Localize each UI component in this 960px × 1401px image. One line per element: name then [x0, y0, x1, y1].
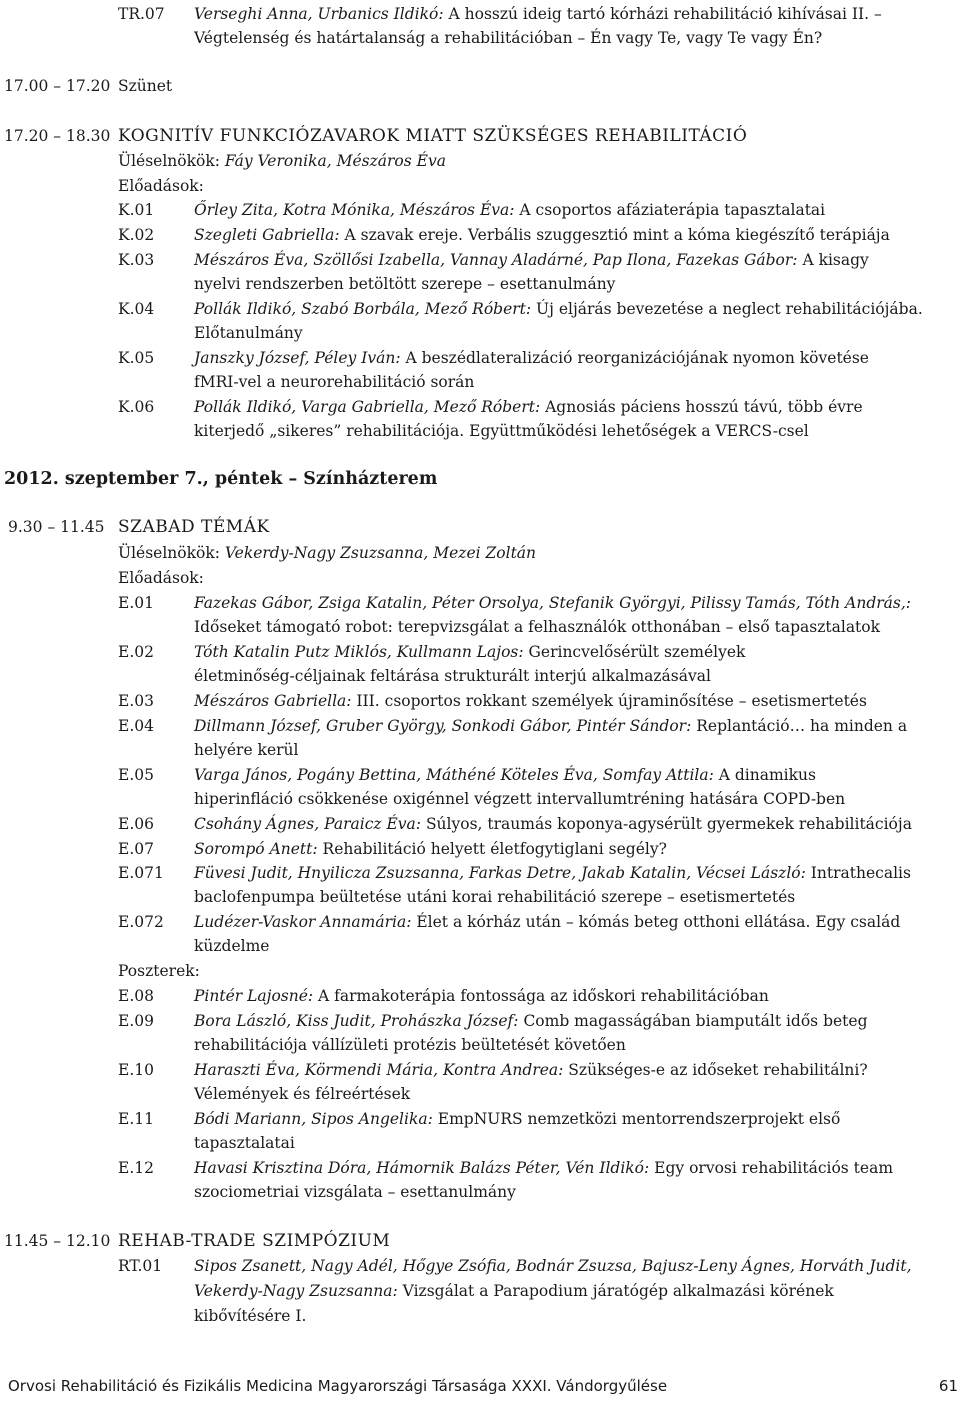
talk-authors: Verseghi Anna, Urbanics Ildikó: — [194, 5, 444, 23]
talk-authors: Pollák Ildikó, Szabó Borbála, Mező Róbert: — [194, 300, 532, 318]
talk-authors: Mészáros Gabriella: — [194, 692, 352, 710]
talk-line — [194, 1281, 834, 1301]
talks-label: Előadások: — [118, 177, 204, 195]
talk-code: K.03 — [118, 251, 155, 269]
talk-line — [194, 397, 863, 417]
break-time: 17.00 – 17.20 — [4, 77, 111, 95]
talk-authors — [194, 1256, 912, 1276]
talk-line — [194, 716, 907, 736]
talk-title-cont: Végtelenség és határtalanság a rehabilitációban – Én vagy Te, vagy Te vagy Én? — [194, 29, 823, 47]
talk-line — [194, 814, 912, 834]
talk-code: K.06 — [118, 398, 155, 416]
talk-title: A hosszú ideig tartó kórházi rehabilitáció kihívásai II. – — [443, 5, 882, 23]
talk-authors: Haraszti Éva, Körmendi Mária, Kontra Andrea: — [194, 1061, 564, 1079]
talk-title-cont: nyelvi rendszerben betöltött szerepe – esettanulmány — [194, 275, 616, 293]
chairs-names: Vekerdy-Nagy Zsuzsanna, Mezei Zoltán — [224, 544, 537, 562]
talk-code: E.11 — [118, 1110, 154, 1128]
talk-code: E.05 — [118, 766, 154, 784]
talk-code: RT.01 — [118, 1257, 163, 1275]
talk-title: Vizsgálat a Parapodium járatógép alkalmazási körének — [397, 1282, 834, 1300]
talk-authors: Fazekas Gábor, Zsiga Katalin, Péter Orsolya, Stefanik Györgyi, Pilissy Tamás, Tóth András,: — [194, 594, 912, 612]
posters-label: Poszterek: — [118, 962, 200, 980]
talk-title: A beszédlateralizáció reorganizációjának nyomon követése — [400, 349, 869, 367]
day-heading: 2012. szeptember 7., péntek – Színházterem — [4, 469, 438, 489]
talk-code: K.02 — [118, 226, 155, 244]
talk-authors: Füvesi Judit, Hnyilicza Zsuzsanna, Farkas Detre, Jakab Katalin, Vécsei László: — [194, 864, 806, 882]
chairs-names: Fáy Veronika, Mészáros Éva — [224, 152, 446, 170]
talk-title-cont: Előtanulmány — [194, 324, 303, 342]
talk-code: E.07 — [118, 840, 154, 858]
session-chairs — [118, 151, 446, 171]
talk-title-cont: helyére kerül — [194, 741, 299, 759]
session-title: KOGNITÍV FUNKCIÓZAVAROK MIATT SZÜKSÉGES REHABILITÁCIÓ — [118, 126, 748, 146]
authors-line: Vekerdy-Nagy Zsuzsanna: — [194, 1282, 398, 1300]
talk-title-cont: rehabilitációja vállízületi protézis beültetését követően — [194, 1036, 626, 1054]
session-title: SZABAD TÉMÁK — [118, 517, 270, 537]
talk-title: Új eljárás bevezetése a neglect rehabilitációjába. — [531, 300, 923, 318]
page-footer — [8, 1376, 958, 1396]
talk-authors: Bora László, Kiss Judit, Prohászka József: — [194, 1012, 519, 1030]
chairs-label: Üléselnökök: — [118, 152, 220, 170]
talk-code: K.01 — [118, 201, 155, 219]
talk-line — [194, 348, 869, 368]
talk-authors: Tóth Katalin Putz Miklós, Kullmann Lajos: — [194, 643, 524, 661]
footer-text: Orvosi Rehabilitáció és Fizikális Medicina Magyarországi Társasága XXXI. Vándorgyűlése — [8, 1377, 668, 1395]
talk-line — [194, 1060, 868, 1080]
talk-code: E.01 — [118, 594, 154, 612]
talk-title: Comb magasságában biamputált idős beteg — [518, 1012, 868, 1030]
talk-line — [194, 765, 816, 785]
talks-label: Előadások: — [118, 569, 204, 587]
chairs-label: Üléselnökök: — [118, 544, 220, 562]
talk-authors: Ludézer-Vaskor Annamária: — [194, 913, 412, 931]
page-number: 61 — [938, 1377, 958, 1395]
talk-title: A farmakoterápia fontossága az időskori rehabilitációban — [313, 987, 769, 1005]
talk-authors: Szegleti Gabriella: — [194, 226, 340, 244]
talk-line — [194, 299, 923, 319]
session-time: 11.45 – 12.10 — [4, 1232, 111, 1250]
talk-line — [194, 1011, 868, 1031]
talk-line — [194, 1109, 840, 1129]
talk-title-cont: Időseket támogató robot: terepvizsgálat a felhasználók otthonában – első tapasztalatok — [194, 618, 881, 636]
session-title: REHAB-TRADE SZIMPÓZIUM — [118, 1231, 391, 1251]
talk-line — [194, 200, 825, 220]
talk-authors: Sorompó Anett: — [194, 840, 318, 858]
talk-title-cont: küzdelme — [194, 937, 270, 955]
talk-authors: Bódi Mariann, Sipos Angelika: — [194, 1110, 433, 1128]
talk-title: Agnosiás páciens hosszú távú, több évre — [540, 398, 863, 416]
talk-authors: Pintér Lajosné: — [194, 987, 314, 1005]
talk-title: A csoportos afáziaterápia tapasztalatai — [514, 201, 826, 219]
talk-code: E.06 — [118, 815, 154, 833]
talk-code: E.08 — [118, 987, 154, 1005]
talk-code: E.03 — [118, 692, 154, 710]
talk-authors: Janszky József, Péley Iván: — [194, 349, 401, 367]
talk-title: III. csoportos rokkant személyek újraminősítése – esetismertetés — [351, 692, 867, 710]
talk-code: K.04 — [118, 300, 155, 318]
talk-code: E.072 — [118, 913, 164, 931]
talk-line — [194, 691, 867, 711]
talk-authors: Mészáros Éva, Szöllősi Izabella, Vannay Aladárné, Pap Ilona, Fazekas Gábor: — [194, 251, 798, 269]
talk-code: E.04 — [118, 717, 154, 735]
talk-title-cont: fMRI-vel a neurorehabilitáció során — [194, 373, 475, 391]
talk-code: E.071 — [118, 864, 164, 882]
talk-authors: Havasi Krisztina Dóra, Hámornik Balázs Péter, Vén Ildikó: — [194, 1159, 650, 1177]
talk-code: E.10 — [118, 1061, 154, 1079]
talk-authors: Pollák Ildikó, Varga Gabriella, Mező Róbert: — [194, 398, 541, 416]
talk-title: Egy orvosi rehabilitációs team — [649, 1159, 894, 1177]
talk-title: EmpNURS nemzetközi mentorrendszerprojekt első — [432, 1110, 841, 1128]
talk-title: Gerincvelősérült személyek — [523, 643, 746, 661]
session-time: 9.30 – 11.45 — [8, 518, 105, 536]
talk-code: TR.07 — [118, 5, 165, 23]
talk-title: Replantáció… ha minden a — [691, 717, 908, 735]
talk-line — [194, 1158, 893, 1178]
talk-line — [194, 986, 769, 1006]
talk-authors: Őrley Zita, Kotra Mónika, Mészáros Éva: — [194, 201, 515, 219]
talk-line — [194, 4, 882, 24]
talk-title: Élet a kórház után – kómás beteg otthoni ellátása. Egy család — [411, 913, 901, 931]
authors-line: Sipos Zsanett, Nagy Adél, Hőgye Zsófia, Bodnár Zsuzsa, Bajusz-Leny Ágnes, Horváth Judit, — [194, 1257, 912, 1275]
talk-line — [194, 250, 869, 270]
talk-title: A szavak ereje. Verbális szuggesztió mint a kóma kiegészítő terápiája — [339, 226, 890, 244]
talk-line — [194, 593, 911, 613]
talk-line — [194, 642, 745, 662]
talk-title: Intrathecalis — [805, 864, 911, 882]
talk-title: A kisagy — [797, 251, 869, 269]
talk-title-cont: Vélemények és félreértések — [194, 1085, 411, 1103]
talk-title-cont: életminőség-céljainak feltárása strukturált interjú alkalmazásával — [194, 667, 711, 685]
session-time: 17.20 – 18.30 — [4, 127, 111, 145]
talk-title-cont: hiperinfláció csökkenése oxigénnel végzett intervallumtréning hatására COPD-ben — [194, 790, 846, 808]
talk-authors: Dillmann József, Gruber György, Sonkodi Gábor, Pintér Sándor: — [194, 717, 692, 735]
talk-title: Szükséges-e az időseket rehabilitálni? — [563, 1061, 868, 1079]
talk-title-cont: kiterjedő „sikeres” rehabilitációja. Együttműködési lehetőségek a VERCS-csel — [194, 422, 809, 440]
talk-title: Rehabilitáció helyett életfogytiglani segély? — [317, 840, 667, 858]
talk-title-cont: tapasztalatai — [194, 1134, 295, 1152]
session-chairs — [118, 543, 536, 563]
talk-authors: Csohány Ágnes, Paraicz Éva: — [194, 815, 422, 833]
talk-line — [194, 225, 890, 245]
talk-code: E.12 — [118, 1159, 154, 1177]
talk-title-cont: szociometriai vizsgálata – esettanulmány — [194, 1183, 516, 1201]
talk-title-cont: baclofenpumpa beültetése utáni korai rehabilitáció szerepe – esetismertetés — [194, 888, 796, 906]
break-label: Szünet — [118, 77, 173, 95]
talk-code: E.02 — [118, 643, 154, 661]
talk-authors: Varga János, Pogány Bettina, Máthéné Köteles Éva, Somfay Attila: — [194, 766, 714, 784]
talk-code: K.05 — [118, 349, 155, 367]
talk-line — [194, 839, 667, 859]
talk-title-cont: kibővítésére I. — [194, 1307, 307, 1325]
talk-line — [194, 863, 911, 883]
talk-title: Súlyos, traumás koponya-agysérült gyermekek rehabilitációja — [421, 815, 912, 833]
talk-title: A dinamikus — [713, 766, 816, 784]
talk-line — [194, 912, 900, 932]
talk-code: E.09 — [118, 1012, 154, 1030]
